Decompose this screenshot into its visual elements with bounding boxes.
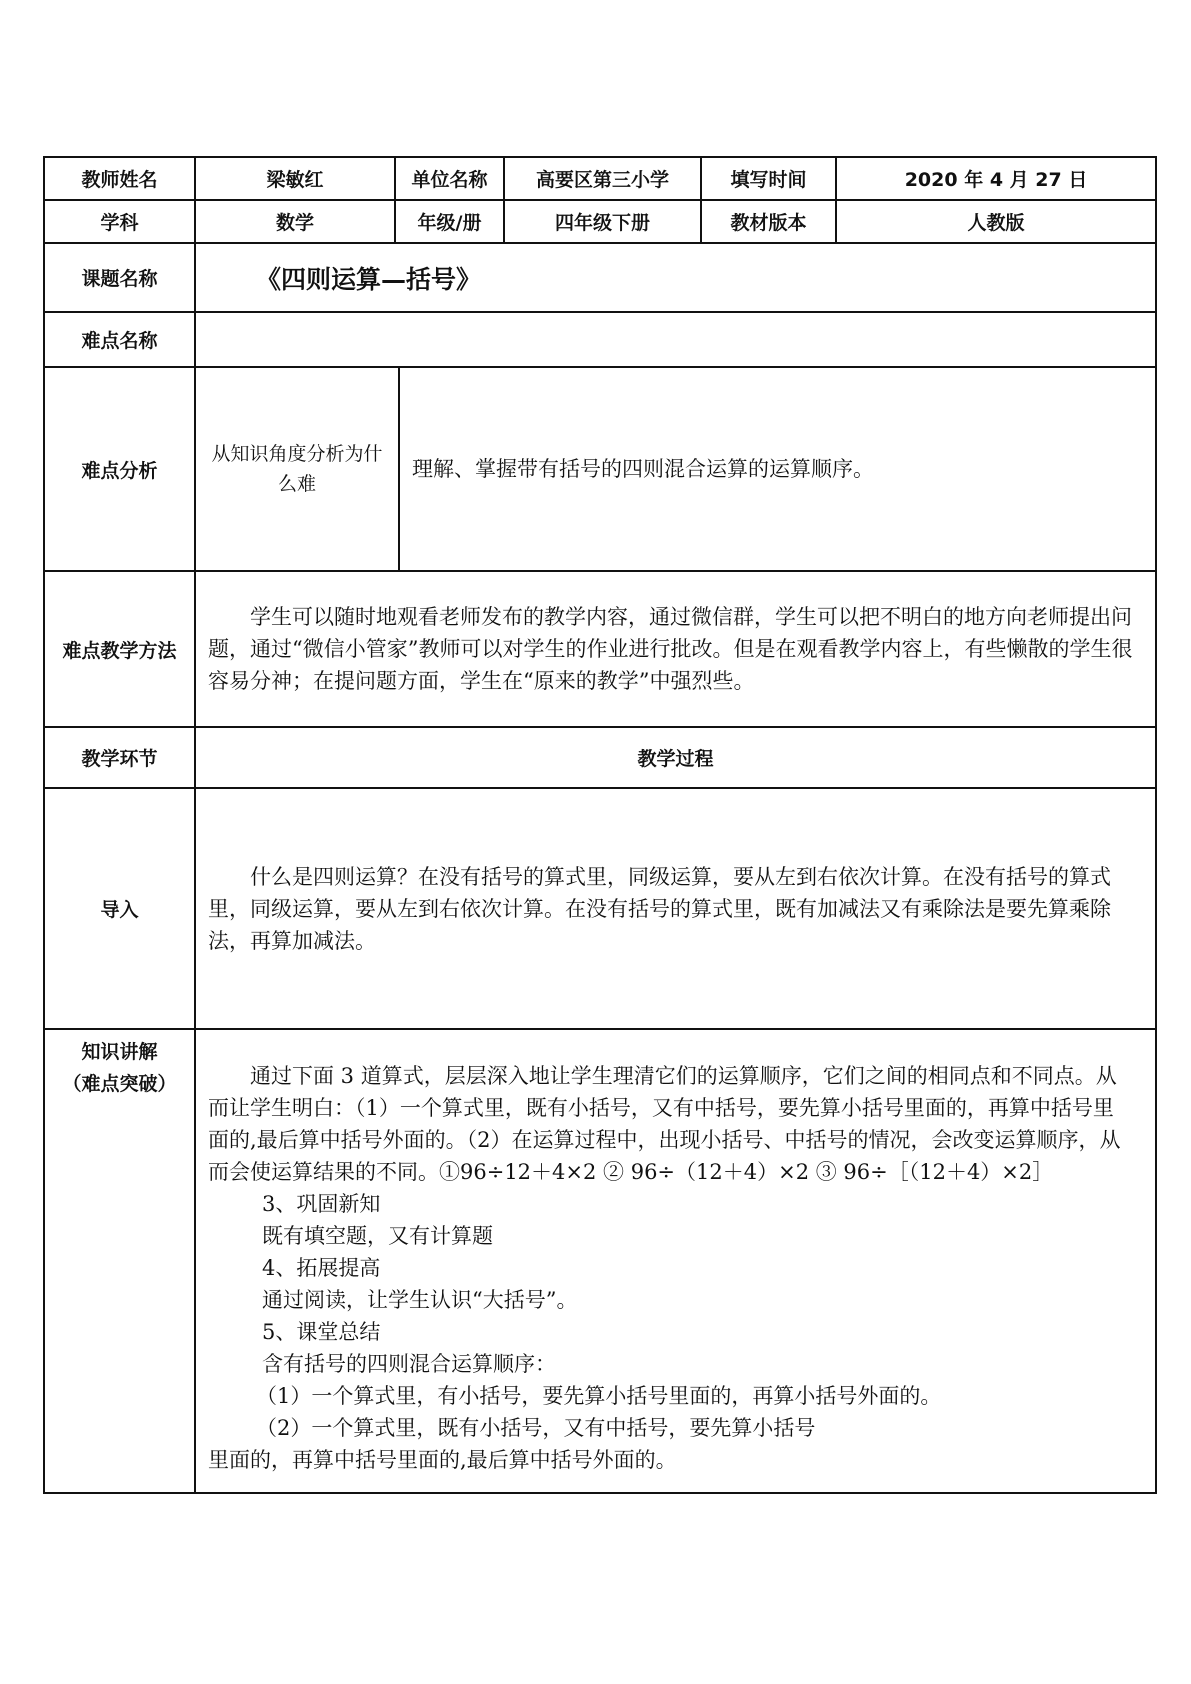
- difficulty-analysis-sublabel: 从知识角度分析为什么难: [195, 367, 399, 571]
- difficulty-analysis-text: 理解、掌握带有括号的四则混合运算的运算顺序。: [399, 367, 1156, 571]
- teacher-name-label: 教师姓名: [44, 157, 195, 200]
- topic-row: [44, 243, 1156, 312]
- knowledge-line-reading: 通过阅读，让学生认识“大括号”。: [262, 1288, 578, 1312]
- teaching-stage-label: 教学环节: [44, 727, 195, 788]
- difficulty-name-label: 难点名称: [44, 312, 195, 367]
- teaching-method-row: [44, 571, 1156, 727]
- knowledge-content: [195, 1029, 1156, 1493]
- edition-label: 教材版本: [701, 200, 836, 243]
- knowledge-rule-1: （1）一个算式里，有小括号，要先算小括号里面的，再算小括号外面的。: [256, 1384, 942, 1408]
- teacher-name-value: 梁敏红: [195, 157, 395, 200]
- intro-row: [44, 788, 1156, 1029]
- subject-label: 学科: [44, 200, 195, 243]
- topic-label: 课题名称: [44, 243, 195, 312]
- subject-value: 数学: [195, 200, 395, 243]
- difficulty-analysis-label: 难点分析: [44, 367, 195, 571]
- knowledge-line-summary: 5、课堂总结: [262, 1320, 381, 1344]
- knowledge-line-exercises: 既有填空题，又有计算题: [262, 1224, 493, 1248]
- knowledge-sublabel: （难点突破）: [62, 1073, 177, 1095]
- knowledge-line-consolidate: 3、巩固新知: [262, 1192, 381, 1216]
- knowledge-line-order: 含有括号的四则混合运算顺序：: [262, 1352, 556, 1376]
- intro-text: 什么是四则运算？在没有括号的算式里，同级运算，要从左到右依次计算。在没有括号的算式里，同级运算，要从左到右依次计算。在没有括号的算式里，既有加减法又有乘除法是要先算乘除法，再算加减法。: [195, 788, 1156, 1029]
- grade-value: 四年级下册: [504, 200, 701, 243]
- header-row-1: [44, 157, 1156, 200]
- topic-title: 《四则运算—括号》: [195, 243, 1156, 312]
- edition-value: 人教版: [836, 200, 1156, 243]
- process-header-row: [44, 727, 1156, 788]
- teaching-method-text: 学生可以随时地观看老师发布的教学内容，通过微信群，学生可以把不明白的地方向老师提出问题，通过“微信小管家”教师可以对学生的作业进行批改。但是在观看教学内容上，有些懒散的学生很容易分神；在提问题方面，学生在“原来的教学”中强烈些。: [195, 571, 1156, 727]
- lesson-plan-table: [43, 156, 1157, 1494]
- fill-date-label: 填写时间: [701, 157, 836, 200]
- knowledge-row: [44, 1029, 1156, 1493]
- fill-date-value: 2020 年 4 月 27 日: [836, 157, 1156, 200]
- difficulty-name-value: [195, 312, 1156, 367]
- grade-label: 年级/册: [395, 200, 504, 243]
- teaching-method-label: 难点教学方法: [44, 571, 195, 727]
- knowledge-line-extend: 4、拓展提高: [262, 1256, 381, 1280]
- knowledge-rule-2-cont: 里面的，再算中括号里面的,最后算中括号外面的。: [208, 1448, 677, 1472]
- header-row-2: [44, 200, 1156, 243]
- knowledge-label-cell: [44, 1029, 195, 1493]
- knowledge-paragraph: 通过下面 3 道算式，层层深入地让学生理清它们的运算顺序，它们之间的相同点和不同点。从而让学生明白：（1）一个算式里，既有小括号，又有中括号，要先算小括号里面的，再算中括号里面的,最后算中括号外面的。（2）在运算过程中，出现小括号、中括号的情况，会改变运算顺序，从而会使运算结果的不同。①96÷12＋4×2 ② 96÷（12＋4）×2 ③ 96÷［（12＋4）×2］: [208, 1064, 1121, 1184]
- intro-label: 导入: [44, 788, 195, 1029]
- unit-name-value: 高要区第三小学: [504, 157, 701, 200]
- knowledge-label: 知识讲解: [81, 1041, 158, 1063]
- difficulty-analysis-row: [44, 367, 1156, 571]
- teaching-process-label: 教学过程: [195, 727, 1156, 788]
- unit-name-label: 单位名称: [395, 157, 504, 200]
- knowledge-rule-2: （2）一个算式里，既有小括号，又有中括号，要先算小括号: [256, 1416, 816, 1440]
- difficulty-name-row: [44, 312, 1156, 367]
- lesson-plan-document: [43, 156, 1155, 1494]
